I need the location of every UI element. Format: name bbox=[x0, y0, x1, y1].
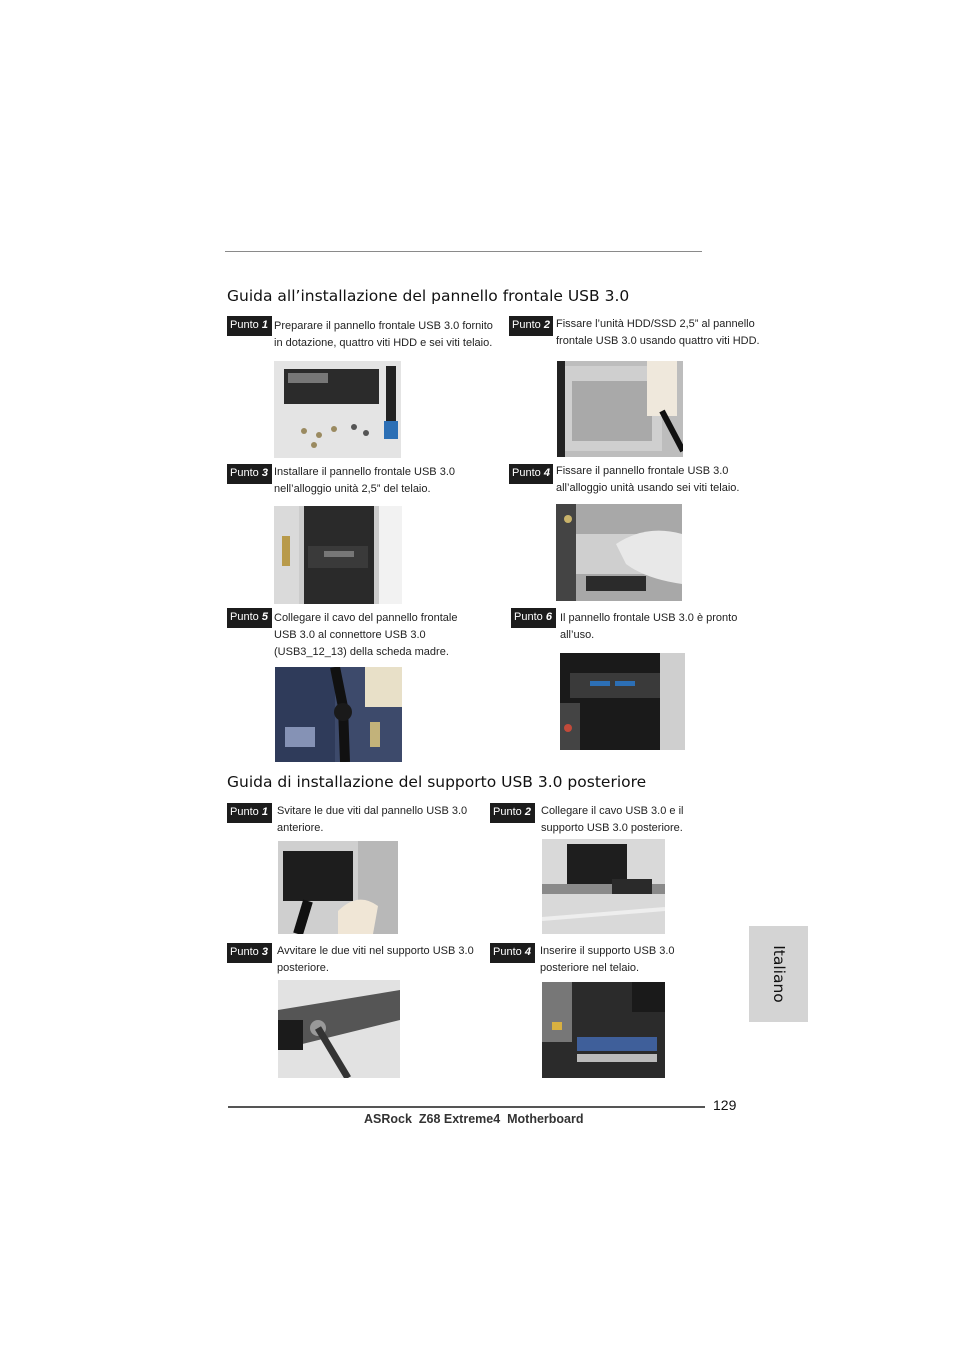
step-text-6: Il pannello frontale USB 3.0 è pronto all’uso. bbox=[560, 612, 738, 641]
section-title-front-panel: Guida all’installazione del pannello frontale USB 3.0 bbox=[227, 287, 630, 305]
photo-unscrew bbox=[278, 841, 398, 934]
step-text-5: Collegare il cavo del pannello frontale USB 3.0 al connettore USB 3.0 (USB3_12_13) della scheda madre. bbox=[274, 612, 458, 658]
rear-step-text-4: Inserire il supporto USB 3.0 posteriore nel telaio. bbox=[540, 945, 675, 974]
rear-step-badge-3: Punto 3 bbox=[227, 943, 272, 963]
step-text-1: Preparare il pannello frontale USB 3.0 fornito in dotazione, quattro viti HDD e sei viti telaio. bbox=[274, 320, 493, 349]
photo-insert-bracket bbox=[542, 982, 665, 1078]
step-text-3: Installare il pannello frontale USB 3.0 nell’alloggio unità 2,5” del telaio. bbox=[274, 466, 455, 495]
photo-connect-bracket bbox=[542, 839, 665, 934]
header-rule bbox=[225, 251, 702, 252]
rear-step-badge-2: Punto 2 bbox=[490, 803, 535, 823]
language-label: Italiano bbox=[769, 945, 788, 1003]
step-badge-4: Punto 4 bbox=[509, 464, 553, 484]
rear-step-badge-4: Punto 4 bbox=[490, 943, 535, 963]
rear-step-text-2: Collegare il cavo USB 3.0 e il supporto USB 3.0 posteriore. bbox=[541, 805, 684, 834]
rear-step-badge-1: Punto 1 bbox=[227, 803, 272, 823]
footer-product-name: ASRock Z68 Extreme4 Motherboard bbox=[364, 1112, 584, 1126]
photo-screw-bracket bbox=[278, 980, 400, 1078]
photo-motherboard-connector bbox=[275, 667, 402, 762]
step-badge-6: Punto 6 bbox=[511, 608, 556, 628]
step-text-2: Fissare l’unità HDD/SSD 2,5” al pannello frontale USB 3.0 usando quattro viti HDD. bbox=[556, 318, 760, 347]
photo-bay-screws bbox=[556, 504, 682, 601]
step-badge-1: Punto 1 bbox=[227, 316, 272, 336]
photo-hdd-mount bbox=[557, 361, 683, 457]
photo-front-panel-ready bbox=[560, 653, 685, 750]
footer-rule bbox=[228, 1106, 705, 1108]
photo-front-panel-kit bbox=[274, 361, 401, 458]
step-badge-2: Punto 2 bbox=[509, 316, 553, 336]
rear-step-text-1: Svitare le due viti dal pannello USB 3.0 anteriore. bbox=[277, 805, 468, 834]
photo-bay-install bbox=[274, 506, 402, 604]
section-title-rear-bracket: Guida di installazione del supporto USB 3.0 posteriore bbox=[227, 773, 647, 791]
step-badge-3: Punto 3 bbox=[227, 464, 272, 484]
step-badge-5: Punto 5 bbox=[227, 608, 272, 628]
language-side-tab bbox=[749, 926, 808, 1022]
rear-step-text-3: Avvitare le due viti nel supporto USB 3.0 posteriore. bbox=[277, 945, 474, 974]
step-text-4: Fissare il pannello frontale USB 3.0 all’alloggio unità usando sei viti telaio. bbox=[556, 465, 740, 494]
page-number: 129 bbox=[713, 1097, 737, 1113]
